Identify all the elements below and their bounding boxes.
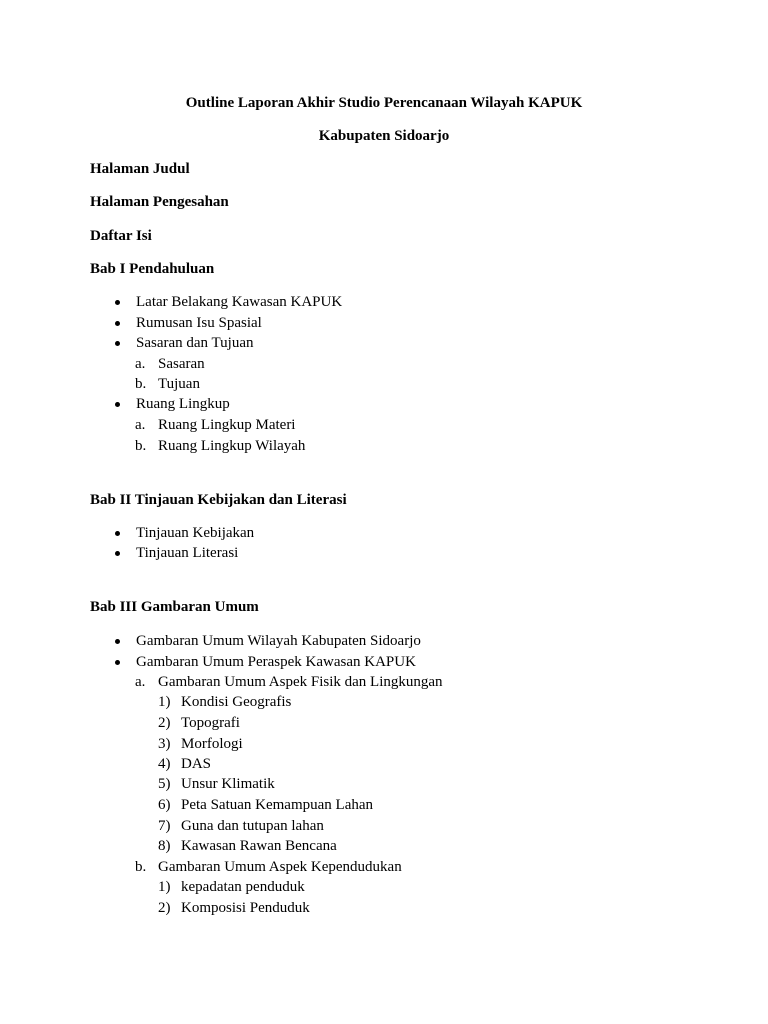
list-marker: 4) xyxy=(158,756,171,772)
list-item-text: Tinjauan Literasi xyxy=(136,545,239,561)
list-item-text: Sasaran xyxy=(158,356,205,372)
list-item-text: Gambaran Umum Wilayah Kabupaten Sidoarjo xyxy=(136,633,421,649)
list-item xyxy=(136,334,254,352)
sub-list-item xyxy=(135,375,200,393)
list-item-text: Tinjauan Kebijakan xyxy=(136,525,255,541)
numbered-item xyxy=(158,735,243,753)
sub-list-item xyxy=(135,437,306,455)
front-matter-halaman-pengesahan: Halaman Pengesahan xyxy=(90,194,229,210)
chapter-heading: Bab I Pendahuluan xyxy=(90,261,215,277)
list-marker: a. xyxy=(135,674,146,690)
list-marker: b. xyxy=(135,376,147,392)
list-item-text: Komposisi Penduduk xyxy=(181,900,310,916)
list-marker: 7) xyxy=(158,818,171,834)
list-item xyxy=(136,395,230,413)
list-item-text: Guna dan tutupan lahan xyxy=(181,818,324,834)
list-marker: 2) xyxy=(158,900,171,916)
front-matter-halaman-judul: Halaman Judul xyxy=(90,161,190,177)
sub-list-item xyxy=(135,416,296,434)
list-marker: 1) xyxy=(158,694,171,710)
bullet-icon xyxy=(115,551,120,556)
bullet-icon xyxy=(115,341,120,346)
list-item-text: Rumusan Isu Spasial xyxy=(136,315,262,331)
document-title: Outline Laporan Akhir Studio Perencanaan Wilayah KAPUK xyxy=(185,95,583,111)
list-item-text: Kawasan Rawan Bencana xyxy=(181,838,337,854)
sub-list-item xyxy=(135,673,443,691)
sub-list-item xyxy=(135,858,402,876)
list-marker: a. xyxy=(135,417,146,433)
list-item-text: kepadatan penduduk xyxy=(181,879,305,895)
list-marker: b. xyxy=(135,859,147,875)
list-marker: 6) xyxy=(158,797,171,813)
list-marker: b. xyxy=(135,438,147,454)
list-marker: 1) xyxy=(158,879,171,895)
list-item-text: Tujuan xyxy=(158,376,200,392)
list-item-text: Kondisi Geografis xyxy=(181,694,292,710)
bullet-icon xyxy=(115,321,120,326)
list-item-text: Gambaran Umum Aspek Fisik dan Lingkungan xyxy=(158,674,443,690)
numbered-item xyxy=(158,899,310,917)
list-item xyxy=(136,314,262,332)
list-item-text: Ruang Lingkup Wilayah xyxy=(158,438,306,454)
list-item-text: Gambaran Umum Peraspek Kawasan KAPUK xyxy=(136,654,416,670)
list-item xyxy=(136,653,416,671)
numbered-item xyxy=(158,775,275,793)
list-item-text: Gambaran Umum Aspek Kependudukan xyxy=(158,859,402,875)
numbered-item xyxy=(158,714,240,732)
chapter-heading: Bab III Gambaran Umum xyxy=(90,599,259,615)
list-item xyxy=(136,544,238,562)
numbered-item xyxy=(158,796,374,814)
list-marker: a. xyxy=(135,356,146,372)
bullet-icon xyxy=(115,660,120,665)
chapter-heading: Bab II Tinjauan Kebijakan dan Literasi xyxy=(90,492,347,508)
bullet-icon xyxy=(115,300,120,305)
list-item-text: Peta Satuan Kemampuan Lahan xyxy=(181,797,374,813)
list-item xyxy=(136,632,421,650)
list-item-text: DAS xyxy=(181,756,212,772)
list-marker: 5) xyxy=(158,776,171,792)
list-marker: 8) xyxy=(158,838,171,854)
numbered-item xyxy=(158,837,337,855)
list-item-text: Latar Belakang Kawasan KAPUK xyxy=(136,294,343,310)
front-matter-daftar-isi: Daftar Isi xyxy=(90,228,152,244)
numbered-item xyxy=(158,755,212,773)
numbered-item xyxy=(158,878,305,896)
list-marker: 2) xyxy=(158,715,171,731)
bullet-icon xyxy=(115,639,120,644)
list-item xyxy=(136,524,254,542)
bullet-icon xyxy=(115,531,120,536)
list-item-text: Topografi xyxy=(181,715,240,731)
numbered-item xyxy=(158,693,292,711)
bullet-icon xyxy=(115,402,120,407)
document-subtitle: Kabupaten Sidoarjo xyxy=(318,128,450,144)
list-item-text: Ruang Lingkup Materi xyxy=(158,417,296,433)
list-item-text: Morfologi xyxy=(181,736,243,752)
list-item-text: Sasaran dan Tujuan xyxy=(136,335,254,351)
numbered-item xyxy=(158,817,324,835)
list-item-text: Unsur Klimatik xyxy=(181,776,275,792)
list-item xyxy=(136,293,342,311)
list-marker: 3) xyxy=(158,736,171,752)
sub-list-item xyxy=(135,355,205,373)
list-item-text: Ruang Lingkup xyxy=(136,396,230,412)
